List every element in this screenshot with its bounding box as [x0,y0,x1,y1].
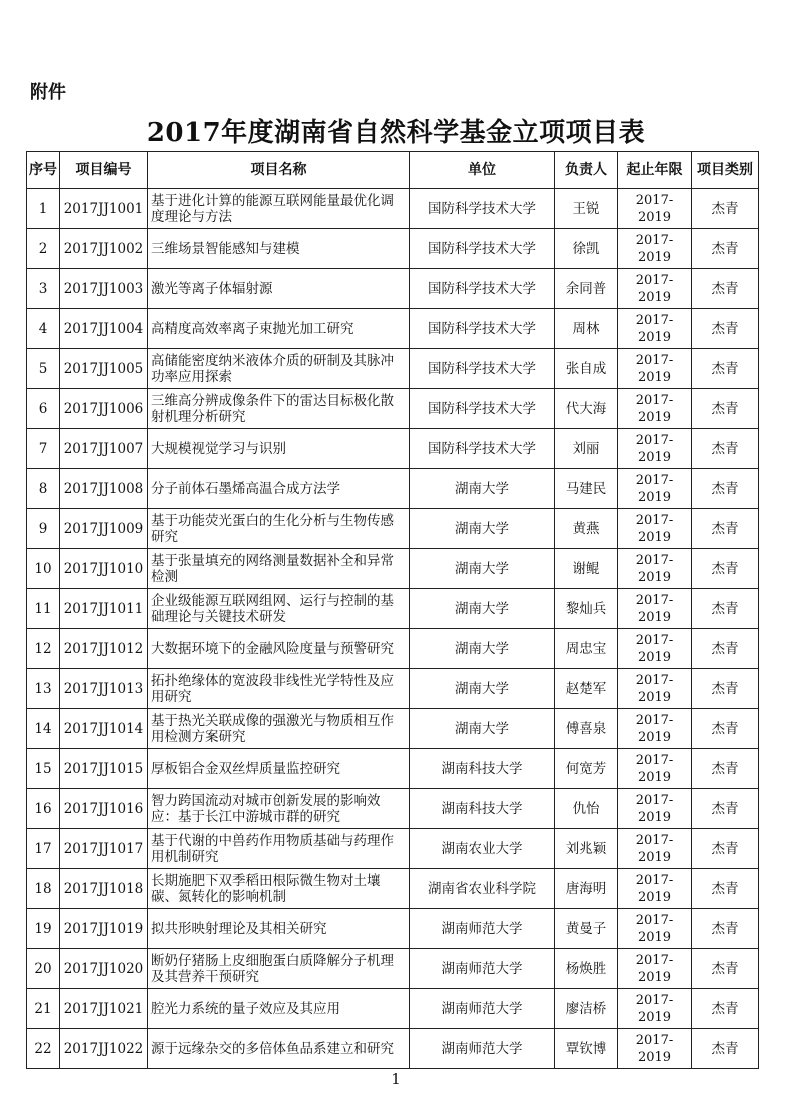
cell-code: 2017JJ1013 [60,669,148,709]
cell-unit: 湖南大学 [410,469,555,509]
header-years: 起止年限 [618,152,692,189]
cell-code: 2017JJ1007 [60,429,148,469]
project-table [26,151,759,1069]
cell-project-name: 厚板铝合金双丝焊质量监控研究 [148,749,410,789]
cell-unit: 国防科学技术大学 [410,349,555,389]
table-row [27,229,759,269]
table-row [27,1029,759,1069]
cell-leader: 徐凯 [555,229,618,269]
cell-code: 2017JJ1012 [60,629,148,669]
cell-unit: 国防科学技术大学 [410,189,555,229]
cell-unit: 湖南科技大学 [410,789,555,829]
cell-leader: 黎灿兵 [555,589,618,629]
cell-years: 2017- 2019 [618,469,692,509]
cell-project-name: 大规模视觉学习与识别 [148,429,410,469]
cell-years: 2017- 2019 [618,989,692,1029]
cell-project-name: 高精度高效率离子束抛光加工研究 [148,309,410,349]
cell-unit: 国防科学技术大学 [410,389,555,429]
table-body [27,189,759,1069]
cell-no: 4 [27,309,60,349]
cell-code: 2017JJ1006 [60,389,148,429]
cell-leader: 廖洁桥 [555,989,618,1029]
table-row [27,509,759,549]
cell-category: 杰青 [692,909,759,949]
cell-leader: 唐海明 [555,869,618,909]
header-name: 项目名称 [148,152,410,189]
cell-years: 2017- 2019 [618,429,692,469]
cell-category: 杰青 [692,349,759,389]
cell-years: 2017- 2019 [618,1029,692,1069]
table-row [27,589,759,629]
document-title: 2017年度湖南省自然科学基金立项项目表 [146,118,646,148]
table-row [27,349,759,389]
table-row [27,749,759,789]
cell-leader: 黄燕 [555,509,618,549]
cell-years: 2017- 2019 [618,909,692,949]
cell-code: 2017JJ1010 [60,549,148,589]
cell-project-name: 源于远缘杂交的多倍体鱼品系建立和研究 [148,1029,410,1069]
header-leader: 负责人 [555,152,618,189]
cell-years: 2017- 2019 [618,709,692,749]
cell-category: 杰青 [692,309,759,349]
cell-category: 杰青 [692,989,759,1029]
cell-unit: 湖南师范大学 [410,1029,555,1069]
cell-no: 10 [27,549,60,589]
cell-unit: 国防科学技术大学 [410,229,555,269]
cell-project-name: 大数据环境下的金融风险度量与预警研究 [148,629,410,669]
cell-category: 杰青 [692,1029,759,1069]
cell-category: 杰青 [692,589,759,629]
cell-code: 2017JJ1001 [60,189,148,229]
cell-code: 2017JJ1019 [60,909,148,949]
cell-years: 2017- 2019 [618,669,692,709]
cell-category: 杰青 [692,789,759,829]
cell-no: 19 [27,909,60,949]
table-row [27,829,759,869]
cell-unit: 湖南大学 [410,709,555,749]
table-row [27,909,759,949]
cell-code: 2017JJ1017 [60,829,148,869]
cell-project-name: 长期施肥下双季稻田根际微生物对土壤碳、氮转化的影响机制 [148,869,410,909]
cell-category: 杰青 [692,229,759,269]
header-code: 项目编号 [60,152,148,189]
cell-leader: 黄曼子 [555,909,618,949]
cell-leader: 覃钦博 [555,1029,618,1069]
cell-project-name: 基于代谢的中兽药作用物质基础与药理作用机制研究 [148,829,410,869]
cell-no: 14 [27,709,60,749]
cell-no: 8 [27,469,60,509]
cell-no: 13 [27,669,60,709]
cell-project-name: 基于张量填充的网络测量数据补全和异常检测 [148,549,410,589]
cell-category: 杰青 [692,189,759,229]
table-row [27,629,759,669]
cell-project-name: 拓扑绝缘体的宽波段非线性光学特性及应用研究 [148,669,410,709]
cell-no: 16 [27,789,60,829]
cell-no: 18 [27,869,60,909]
cell-project-name: 三维高分辨成像条件下的雷达目标极化散射机理分析研究 [148,389,410,429]
cell-code: 2017JJ1002 [60,229,148,269]
cell-project-name: 基于热光关联成像的强激光与物质相互作用检测方案研究 [148,709,410,749]
cell-project-name: 高储能密度纳米液体介质的研制及其脉冲功率应用探索 [148,349,410,389]
table-row [27,429,759,469]
cell-leader: 王锐 [555,189,618,229]
cell-no: 11 [27,589,60,629]
cell-years: 2017- 2019 [618,389,692,429]
table-row [27,669,759,709]
table-row [27,949,759,989]
cell-code: 2017JJ1009 [60,509,148,549]
table-row [27,709,759,749]
cell-no: 20 [27,949,60,989]
cell-code: 2017JJ1015 [60,749,148,789]
cell-years: 2017- 2019 [618,629,692,669]
cell-unit: 国防科学技术大学 [410,309,555,349]
cell-category: 杰青 [692,389,759,429]
header-category: 项目类别 [692,152,759,189]
cell-category: 杰青 [692,549,759,589]
cell-code: 2017JJ1022 [60,1029,148,1069]
cell-project-name: 智力跨国流动对城市创新发展的影响效应：基于长江中游城市群的研究 [148,789,410,829]
cell-leader: 仇怡 [555,789,618,829]
cell-years: 2017- 2019 [618,749,692,789]
table-row [27,269,759,309]
cell-project-name: 拟共形映射理论及其相关研究 [148,909,410,949]
cell-unit: 湖南大学 [410,509,555,549]
cell-project-name: 腔光力系统的量子效应及其应用 [148,989,410,1029]
cell-unit: 国防科学技术大学 [410,269,555,309]
cell-category: 杰青 [692,469,759,509]
cell-code: 2017JJ1021 [60,989,148,1029]
cell-unit: 湖南大学 [410,669,555,709]
cell-leader: 周忠宝 [555,629,618,669]
cell-unit: 湖南师范大学 [410,989,555,1029]
cell-leader: 代大海 [555,389,618,429]
table-header-row [27,152,759,189]
header-unit: 单位 [410,152,555,189]
cell-unit: 湖南大学 [410,549,555,589]
cell-unit: 湖南大学 [410,589,555,629]
table-row [27,389,759,429]
table-row [27,549,759,589]
table-row [27,469,759,509]
cell-code: 2017JJ1004 [60,309,148,349]
cell-no: 22 [27,1029,60,1069]
cell-years: 2017- 2019 [618,189,692,229]
cell-no: 15 [27,749,60,789]
cell-leader: 周林 [555,309,618,349]
cell-code: 2017JJ1014 [60,709,148,749]
cell-code: 2017JJ1008 [60,469,148,509]
cell-years: 2017- 2019 [618,269,692,309]
cell-category: 杰青 [692,629,759,669]
cell-leader: 谢鲲 [555,549,618,589]
cell-project-name: 企业级能源互联网组网、运行与控制的基础理论与关键技术研发 [148,589,410,629]
cell-code: 2017JJ1016 [60,789,148,829]
cell-leader: 杨焕胜 [555,949,618,989]
cell-years: 2017- 2019 [618,309,692,349]
cell-years: 2017- 2019 [618,869,692,909]
cell-unit: 湖南科技大学 [410,749,555,789]
cell-leader: 赵楚军 [555,669,618,709]
cell-leader: 张自成 [555,349,618,389]
cell-no: 2 [27,229,60,269]
cell-no: 7 [27,429,60,469]
cell-code: 2017JJ1020 [60,949,148,989]
table-row [27,189,759,229]
cell-years: 2017- 2019 [618,349,692,389]
cell-leader: 马建民 [555,469,618,509]
header-no: 序号 [27,152,60,189]
cell-years: 2017- 2019 [618,829,692,869]
cell-no: 3 [27,269,60,309]
cell-years: 2017- 2019 [618,509,692,549]
cell-years: 2017- 2019 [618,949,692,989]
cell-unit: 湖南大学 [410,629,555,669]
cell-category: 杰青 [692,269,759,309]
cell-category: 杰青 [692,669,759,709]
cell-leader: 余同普 [555,269,618,309]
cell-category: 杰青 [692,429,759,469]
cell-unit: 国防科学技术大学 [410,429,555,469]
cell-years: 2017- 2019 [618,549,692,589]
cell-years: 2017- 2019 [618,789,692,829]
cell-code: 2017JJ1011 [60,589,148,629]
cell-project-name: 基于进化计算的能源互联网能量最优化调度理论与方法 [148,189,410,229]
cell-project-name: 分子前体石墨烯高温合成方法学 [148,469,410,509]
cell-leader: 何宽芳 [555,749,618,789]
cell-code: 2017JJ1003 [60,269,148,309]
cell-no: 5 [27,349,60,389]
table-row [27,989,759,1029]
cell-no: 9 [27,509,60,549]
cell-category: 杰青 [692,869,759,909]
cell-no: 1 [27,189,60,229]
table-row [27,869,759,909]
table-row [27,309,759,349]
cell-no: 12 [27,629,60,669]
cell-leader: 刘丽 [555,429,618,469]
cell-no: 17 [27,829,60,869]
cell-unit: 湖南师范大学 [410,949,555,989]
cell-category: 杰青 [692,509,759,549]
attachment-label: 附件 [30,82,66,103]
table-row [27,789,759,829]
cell-code: 2017JJ1005 [60,349,148,389]
cell-project-name: 基于功能荧光蛋白的生化分析与生物传感研究 [148,509,410,549]
cell-category: 杰青 [692,829,759,869]
cell-no: 6 [27,389,60,429]
cell-category: 杰青 [692,949,759,989]
cell-project-name: 断奶仔猪肠上皮细胞蛋白质降解分子机理及其营养干预研究 [148,949,410,989]
page-number: 1 [391,1070,401,1088]
cell-unit: 湖南师范大学 [410,909,555,949]
cell-category: 杰青 [692,709,759,749]
cell-unit: 湖南农业大学 [410,829,555,869]
cell-leader: 刘兆颖 [555,829,618,869]
cell-years: 2017- 2019 [618,589,692,629]
cell-project-name: 激光等离子体辐射源 [148,269,410,309]
cell-unit: 湖南省农业科学院 [410,869,555,909]
cell-code: 2017JJ1018 [60,869,148,909]
cell-category: 杰青 [692,749,759,789]
cell-project-name: 三维场景智能感知与建模 [148,229,410,269]
cell-no: 21 [27,989,60,1029]
cell-years: 2017- 2019 [618,229,692,269]
cell-leader: 傅喜泉 [555,709,618,749]
